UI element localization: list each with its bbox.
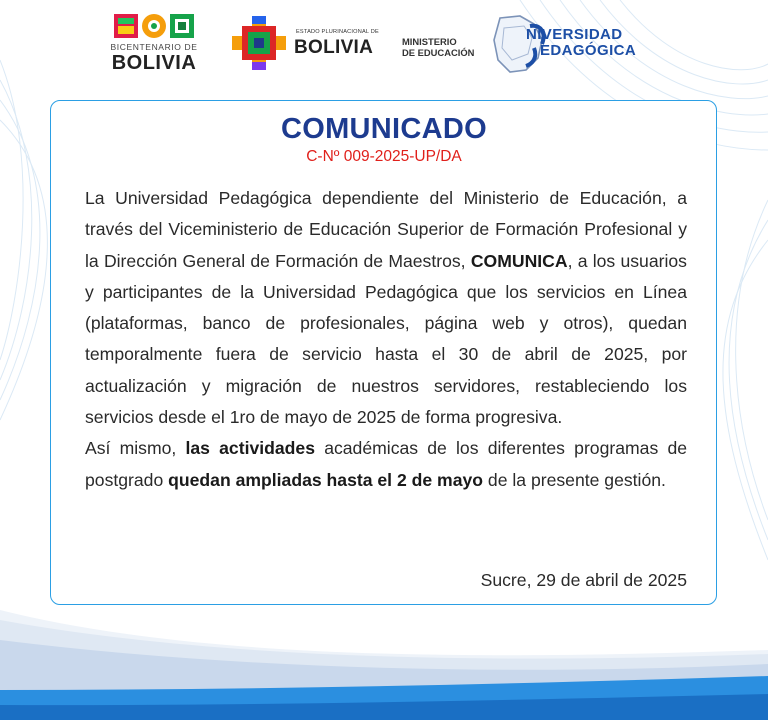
paragraph-1-bold-comunica: COMUNICA [470, 250, 568, 271]
notice-code: C-Nº 009-2025-UP/DA [306, 148, 462, 165]
estado-caption: ESTADO PLURINACIONAL DE [296, 29, 379, 35]
bicentenario-logo [108, 12, 200, 74]
bolivia-map-emblem-icon [490, 14, 546, 74]
estado-plurinacional-logo [230, 16, 382, 70]
paragraph-1-text-start: La Universidad Pedagógica dependiente del Ministerio de Educación, a través del Viceministerio de Educación Superior de Formación Profesional y la Dirección General de Formación de Maestros, [85, 188, 687, 271]
ministerio-logo [402, 36, 482, 60]
universidad-pedagogica-logo [490, 14, 670, 74]
estado-wordmark: BOLIVIA [294, 37, 374, 58]
paragraph-2-text-1: Así mismo, [85, 438, 186, 459]
ministerio-line1: MINISTERIO [402, 36, 457, 47]
notice-paragraph-1 [85, 183, 687, 433]
ministerio-line2: DE EDUCACIÓN [402, 47, 475, 58]
notice-title: COMUNICADO [281, 113, 487, 145]
bicentenario-emblem-icon [112, 12, 196, 40]
paragraph-2-bold-actividades: las actividades [185, 438, 315, 459]
notice-signoff: Sucre, 29 de abril de 2025 [480, 570, 687, 590]
notice-body [85, 183, 687, 496]
header-logos [0, 0, 768, 90]
chakana-emblem-icon [230, 16, 288, 70]
bicentenario-caption: BICENTENARIO DE [110, 42, 198, 52]
paragraph-2-text-3: de la presente gestión. [483, 469, 666, 490]
bicentenario-wordmark: BOLIVIA [111, 52, 197, 74]
universidad-wordmark-line1: NIVERSIDAD [526, 26, 623, 43]
universidad-wordmark-line2: EDAGÓGICA [540, 42, 637, 59]
paragraph-2-text-2: académicas de los diferentes programas de postgrado [85, 438, 688, 490]
paragraph-1-text-end: , a los usuarios y participantes de la Universidad Pedagógica que los servicios en Línea (plataformas, banco de profesionales, página web y otros), quedan temporalmente fuera de servicio hasta el 30 de abril de 2025, por actualización y migración de nuestros servidores, restableciendo los servicios desde el 1ro de mayo de 2025 de forma progresiva. [85, 250, 687, 428]
notice-paragraph-2 [85, 433, 687, 496]
paragraph-2-bold-ampliadas: quedan ampliadas hasta el 2 de mayo [168, 469, 484, 490]
